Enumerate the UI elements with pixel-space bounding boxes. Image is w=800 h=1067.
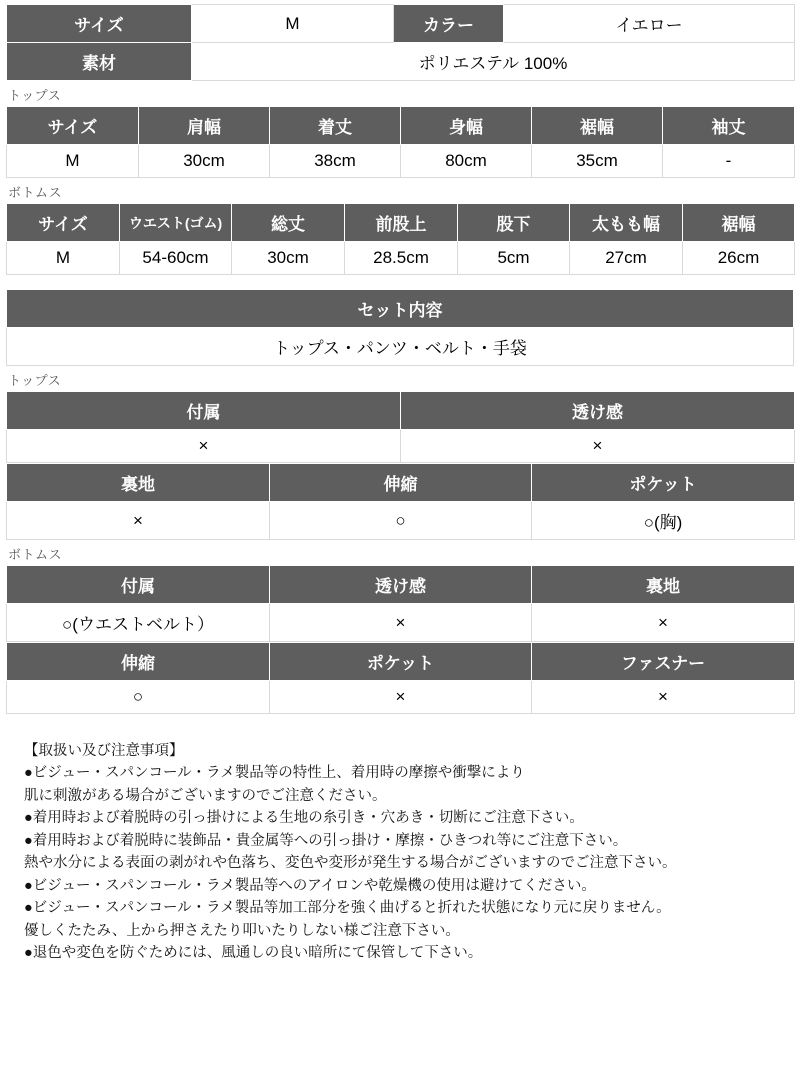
bottoms-value-inseam: 5cm [458, 242, 570, 275]
bottoms-spec-label: ボトムス [8, 547, 63, 562]
table-row [7, 107, 795, 145]
bottoms-header-waist: ウエスト(ゴム) [120, 204, 232, 242]
tops-spec-value-sheerness: × [401, 430, 795, 463]
tops-header-length: 着丈 [270, 107, 401, 145]
care-notes-line: ●ビジュー・スパンコール・ラメ製品等の特性上、着用時の摩擦や衝撃により [24, 765, 525, 782]
basic-size-header: サイズ [7, 5, 192, 43]
bottoms-spec-header-stretch: 伸縮 [7, 643, 270, 681]
tops-value-length: 38cm [270, 145, 401, 178]
care-notes-line: 【取扱い及び注意事項】 [24, 743, 184, 759]
bottoms-value-hem: 26cm [683, 242, 795, 275]
basic-material-value: ポリエステル 100% [192, 43, 795, 81]
table-row [7, 464, 795, 502]
tops-header-bust: 身幅 [401, 107, 532, 145]
bottoms-spec-value-stretch: ○ [7, 681, 270, 714]
tops-spec-table-2 [6, 463, 795, 540]
bottoms-spec-header-pocket: ポケット [270, 643, 532, 681]
care-notes-line: 熱や水分による表面の剥がれや色落ち、変色や変形が発生する場合がございますのでご注意下さい。 [24, 855, 677, 872]
care-notes-line: 肌に刺激がある場合がございますのでご注意ください。 [24, 787, 387, 804]
table-row [7, 328, 794, 366]
bottoms-value-size: M [7, 242, 120, 275]
table-row [7, 604, 795, 642]
set-contents-table [6, 289, 794, 366]
bottoms-header-inseam: 股下 [458, 204, 570, 242]
bottoms-spec-header-lining: 裏地 [532, 566, 795, 604]
care-notes-line: 優しくたたみ、上から押さえたり叩いたりしない様ご注意下さい。 [24, 922, 460, 939]
bottoms-value-thigh: 27cm [570, 242, 683, 275]
care-notes [6, 740, 794, 965]
tops-spec-header-attachment: 付属 [7, 392, 401, 430]
tops-header-shoulder: 肩幅 [139, 107, 270, 145]
table-row [7, 502, 795, 540]
bottoms-size-label: ボトムス [8, 185, 63, 200]
table-row [7, 643, 795, 681]
tops-spec-header-stretch: 伸縮 [270, 464, 532, 502]
bottoms-spec-table-2 [6, 642, 795, 714]
set-contents-header: セット内容 [7, 290, 794, 328]
care-notes-line: ●退色や変色を防ぐためには、風通しの良い暗所にて保管して下さい。 [24, 945, 483, 962]
bottoms-value-total-length: 30cm [232, 242, 345, 275]
bottoms-spec-value-pocket: × [270, 681, 532, 714]
care-notes-line: ●ビジュー・スパンコール・ラメ製品等へのアイロンや乾燥機の使用は避けてください。 [24, 877, 596, 894]
tops-spec-value-stretch: ○ [270, 502, 532, 540]
tops-spec-header-pocket: ポケット [532, 464, 795, 502]
tops-value-size: M [7, 145, 139, 178]
basic-color-value: イエロー [504, 5, 795, 43]
basic-info-table [6, 4, 795, 81]
basic-size-value: M [192, 5, 394, 43]
bottoms-spec-header-zipper: ファスナー [532, 643, 795, 681]
table-row [7, 5, 795, 43]
table-row [7, 290, 794, 328]
tops-spec-table [6, 391, 795, 463]
tops-spec-value-lining: × [7, 502, 270, 540]
table-row [7, 43, 795, 81]
bottoms-spec-header-sheerness: 透け感 [270, 566, 532, 604]
tops-spec-header-sheerness: 透け感 [401, 392, 795, 430]
bottoms-header-size: サイズ [7, 204, 120, 242]
tops-size-table [6, 106, 795, 178]
care-notes-line: ●着用時および着脱時に装飾品・貴金属等への引っ掛け・摩擦・ひきつれ等にご注意下さい。 [24, 832, 628, 849]
table-row [7, 566, 795, 604]
bottoms-size-table [6, 203, 795, 275]
table-row [7, 681, 795, 714]
bottoms-spec-value-lining: × [532, 604, 795, 642]
bottoms-spec-header-attachment: 付属 [7, 566, 270, 604]
tops-size-label: トップス [8, 88, 62, 103]
tops-header-size: サイズ [7, 107, 139, 145]
bottoms-header-total-length: 総丈 [232, 204, 345, 242]
table-row [7, 242, 795, 275]
tops-value-bust: 80cm [401, 145, 532, 178]
bottoms-value-front-rise: 28.5cm [345, 242, 458, 275]
basic-color-header: カラー [394, 5, 504, 43]
table-row [7, 430, 795, 463]
set-contents-value: トップス・パンツ・ベルト・手袋 [7, 328, 794, 366]
care-notes-line: ●ビジュー・スパンコール・ラメ製品等加工部分を強く曲げると折れた状態になり元に戻りません。 [24, 900, 671, 917]
table-row [7, 392, 795, 430]
bottoms-header-thigh: 太もも幅 [570, 204, 683, 242]
bottoms-spec-value-sheerness: × [270, 604, 532, 642]
tops-spec-value-attachment: × [7, 430, 401, 463]
bottoms-header-hem: 裾幅 [683, 204, 795, 242]
tops-value-shoulder: 30cm [139, 145, 270, 178]
table-row [7, 145, 795, 178]
bottoms-spec-value-zipper: × [532, 681, 795, 714]
spacer [6, 275, 794, 289]
bottoms-header-front-rise: 前股上 [345, 204, 458, 242]
basic-material-header: 素材 [7, 43, 192, 81]
bottoms-spec-value-attachment: ○(ウエストベルト） [7, 604, 270, 642]
table-row [7, 204, 795, 242]
tops-spec-value-pocket: ○(胸) [532, 502, 795, 540]
tops-value-hem: 35cm [532, 145, 663, 178]
tops-spec-label: トップス [8, 373, 62, 388]
tops-spec-header-lining: 裏地 [7, 464, 270, 502]
bottoms-spec-table [6, 565, 795, 642]
care-notes-line: ●着用時および着脱時の引っ掛けによる生地の糸引き・穴あき・切断にご注意下さい。 [24, 810, 584, 827]
tops-value-sleeve: - [663, 145, 795, 178]
tops-header-sleeve: 袖丈 [663, 107, 795, 145]
bottoms-value-waist: 54-60cm [120, 242, 232, 275]
tops-header-hem: 裾幅 [532, 107, 663, 145]
